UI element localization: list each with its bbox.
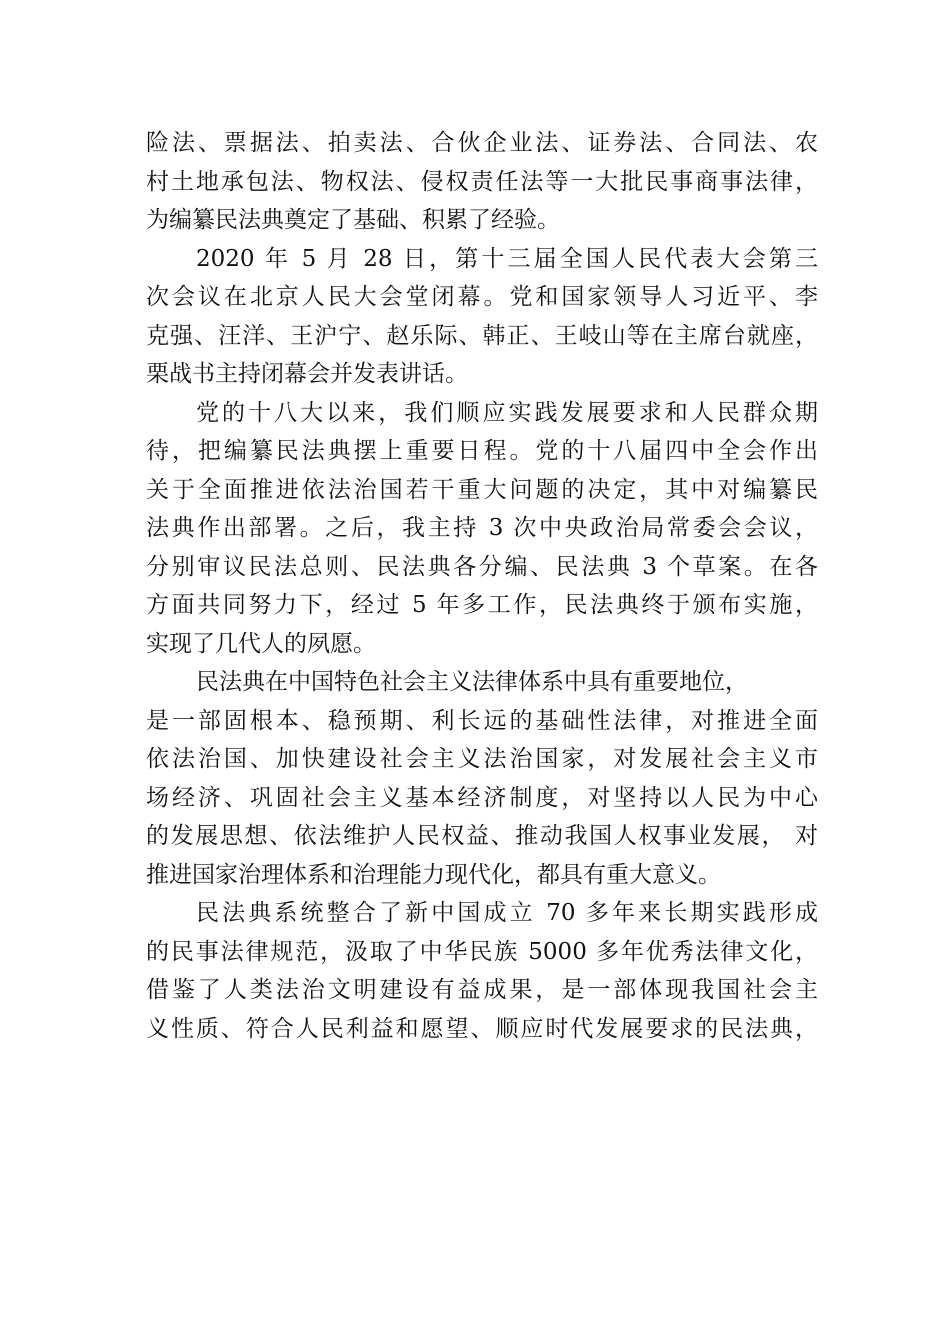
text-line: 实现了几代人的夙愿。 bbox=[146, 630, 376, 657]
text-line: 分别审议民法总则、民法典各分编、民法典 3 个草案。在各 bbox=[146, 553, 818, 580]
text-line: 依法治国、加快建设社会主义法治国家，对发展社会主义市 bbox=[146, 746, 818, 772]
text-line: 是一部固根本、稳预期、利长远的基础性法律，对推进全面 bbox=[146, 707, 818, 734]
text-line: 村土地承包法、物权法、侵权责任法等一大批民事商事法律， bbox=[146, 168, 818, 195]
text-line: 场经济、巩固社会主义基本经济制度，对坚持以人民为中心 bbox=[146, 784, 818, 811]
text-line: 栗战书主持闭幕会并发表讲话。 bbox=[146, 361, 468, 387]
text-line: 党的十八大以来，我们顺应实践发展要求和人民群众期 bbox=[196, 399, 818, 426]
text-line: 为编纂民法典奠定了基础、积累了经验。 bbox=[146, 207, 560, 233]
text-line: 次会议在北京人民大会堂闭幕。党和国家领导人习近平、李 bbox=[146, 284, 818, 310]
text-line: 关于全面推进依法治国若干重大问题的决定，其中对编纂民 bbox=[146, 476, 818, 503]
text-line: 民法典在中国特色社会主义法律体系中具有重要地位， bbox=[196, 669, 748, 695]
text-line: 的民事法律规范，汲取了中华民族 5000 多年优秀法律文化， bbox=[146, 938, 818, 965]
text-line: 借鉴了人类法治文明建设有益成果，是一部体现我国社会主 bbox=[146, 977, 818, 1003]
text-line: 的发展思想、依法维护人民权益、推动我国人权事业发展， 对 bbox=[146, 823, 818, 849]
text-line: 克强、汪洋、王沪宁、赵乐际、韩正、王岐山等在主席台就座， bbox=[146, 322, 818, 349]
text-line: 法典作出部署。之后，我主持 3 次中央政治局常委会会议， bbox=[146, 515, 818, 541]
text-line: 推进国家治理体系和治理能力现代化，都具有重大意义。 bbox=[146, 861, 721, 888]
text-line: 民法典系统整合了新中国成立 70 多年来长期实践形成 bbox=[196, 900, 818, 926]
body-text bbox=[146, 124, 826, 1048]
text-line: 2020 年 5 月 28 日，第十三届全国人民代表大会第三 bbox=[196, 245, 818, 272]
text-line: 险法、票据法、拍卖法、合伙企业法、证券法、合同法、农 bbox=[146, 130, 818, 156]
text-line: 义性质、符合人民利益和愿望、顺应时代发展要求的民法典， bbox=[146, 1015, 818, 1042]
text-line: 方面共同努力下，经过 5 年多工作，民法典终于颁布实施， bbox=[146, 592, 818, 618]
text-line: 待，把编纂民法典摆上重要日程。党的十八届四中全会作出 bbox=[146, 438, 818, 464]
